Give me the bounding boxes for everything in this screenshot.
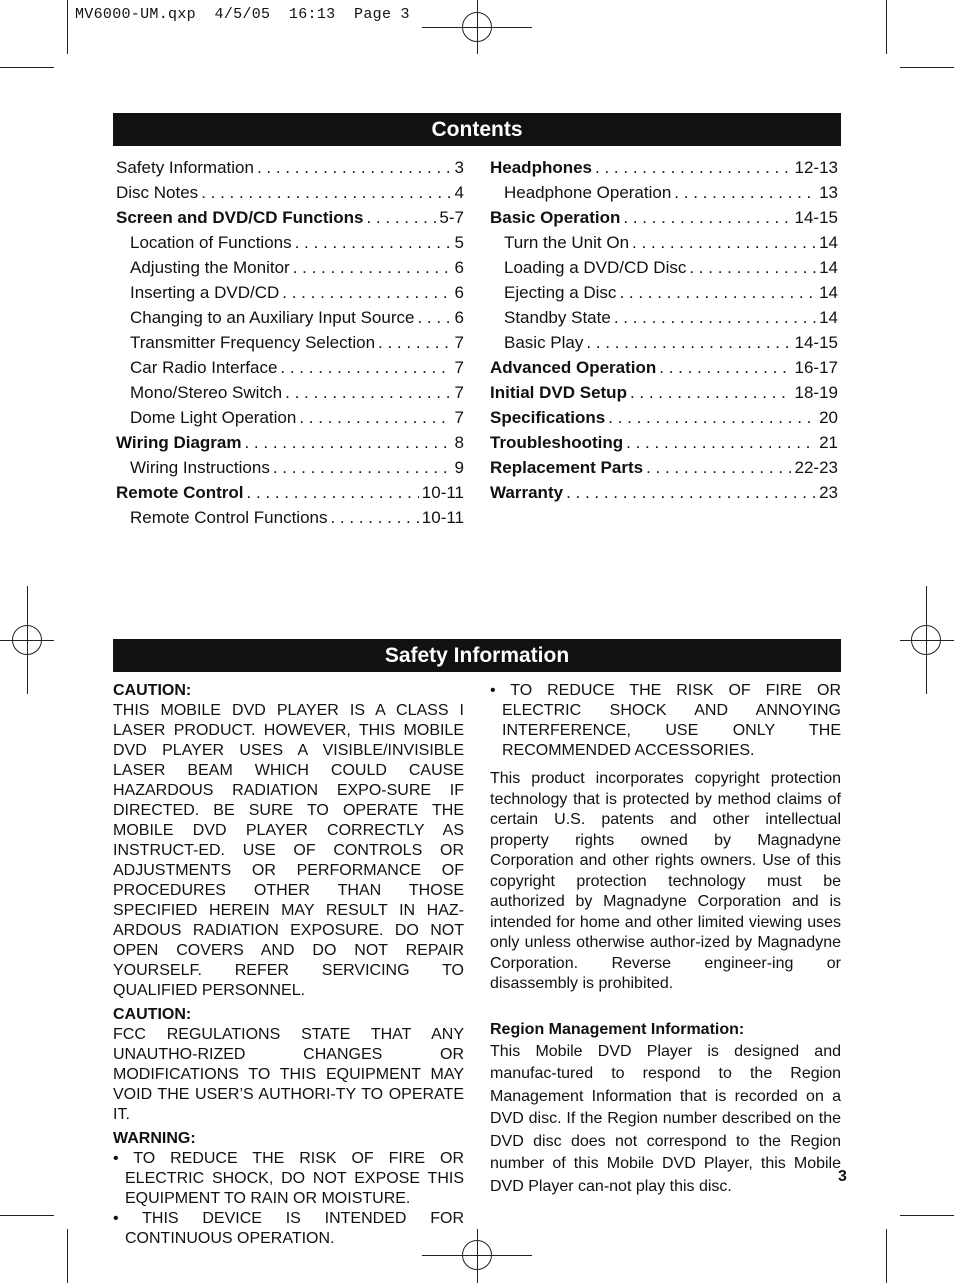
toc-entry-title: Safety Information <box>116 158 254 177</box>
toc-entry-page: 7 <box>454 358 464 377</box>
toc-entry-title: Inserting a DVD/CD <box>130 283 280 302</box>
toc-dot-leader <box>623 205 791 230</box>
toc-entry <box>490 230 838 255</box>
crop-mark <box>886 1229 887 1283</box>
toc-entry-page: 8 <box>454 433 464 452</box>
safety-right-column <box>490 681 841 1199</box>
toc-entry-page: 6 <box>454 308 464 327</box>
toc-dot-leader <box>626 430 816 455</box>
toc-entry-title: Transmitter Frequency Selection <box>130 333 376 352</box>
toc-entry-title: Advanced Operation <box>490 358 657 377</box>
toc-entry-title: Ejecting a Disc <box>504 283 617 302</box>
toc-entry <box>116 455 464 480</box>
safety-left-column <box>113 681 464 1249</box>
toc-entry-title: Initial DVD Setup <box>490 383 627 402</box>
region-heading: Region Management Information: <box>490 1020 745 1038</box>
accessories-bullet: • TO REDUCE THE RISK OF FIRE OR ELECTRIC SHOCK AND ANNOYING INTERFERENCE, USE ONLY THE RECOMMENDED ACCESSORIES. <box>490 682 841 759</box>
toc-entry-title: Wiring Instructions <box>130 458 270 477</box>
copyright-text: This product incorporates copyright protection technology that is protected by method claims of certain U.S. patents and other intellectual property rights owned by Magnadyne Corporation and other rights owners. Use of this copyright protection technology must be authorized by Magnadyne Corporation and is intended for home and other limited viewing uses only unless otherwise author-ized by Magnadyne Corporation. Reverse engineer-ing or disassembly is prohibited. <box>490 770 841 992</box>
toc-entry <box>490 455 838 480</box>
toc-dot-leader <box>295 230 452 255</box>
toc-dot-leader <box>244 430 451 455</box>
toc-entry-page: 6 <box>454 283 464 302</box>
toc-entry-page: 14 <box>819 308 838 327</box>
toc-entry <box>116 480 464 505</box>
toc-entry-title: Turn the Unit On <box>504 233 630 252</box>
crop-mark <box>900 1215 954 1216</box>
toc-entry-page: 5-7 <box>439 208 464 227</box>
toc-entry-page: 14-15 <box>794 208 838 227</box>
toc-entry-title: Basic Operation <box>490 208 621 227</box>
toc-entry-page: 6 <box>454 258 464 277</box>
toc-entry <box>116 230 464 255</box>
toc-entry <box>116 330 464 355</box>
crop-mark <box>886 0 887 54</box>
toc-dot-leader <box>608 405 816 430</box>
toc-dot-leader <box>659 355 791 380</box>
toc-entry-title: Specifications <box>490 408 606 427</box>
warning-bullet: • THIS DEVICE IS INTENDED FOR CONTINUOUS OPERATION. <box>113 1210 464 1247</box>
toc-entry <box>490 205 838 230</box>
toc-entry-title: Headphones <box>490 158 593 177</box>
toc-entry-page: 14-15 <box>794 333 838 352</box>
toc-entry <box>116 205 464 230</box>
warning-heading: WARNING: <box>113 1130 196 1147</box>
registration-circle <box>462 12 492 42</box>
toc-entry-title: Disc Notes <box>116 183 199 202</box>
toc-dot-leader <box>619 280 816 305</box>
toc-dot-leader <box>689 255 816 280</box>
toc-dot-leader <box>247 480 419 505</box>
toc-entry-page: 3 <box>454 158 464 177</box>
toc-dot-leader <box>282 280 451 305</box>
caution-text: THIS MOBILE DVD PLAYER IS A CLASS I LASER PRODUCT. HOWEVER, THIS MOBILE DVD PLAYER USES A VISIBLE/INVISIBLE LASER BEAM WHICH COULD CAUSE HAZARDOUS RADIATION EXPO-SURE IF DIRECTED. BE SURE TO OPERATE THE MOBILE DVD PLAYER CORRECTLY AS INSTRUCT-ED. USE OF CONTROLS OR ADJUSTMENTS OR PERFORMANCE OF PROCEDURES OTHER THAN THOSE SPECIFIED HEREIN MAY RESULT IN HAZ-ARDOUS RADIATION EXPOSURE. DO NOT OPEN COVERS AND DO NOT REPAIR YOURSELF. REFER SERVICING TO QUALIFIED PERSONNEL. <box>113 702 464 999</box>
toc-entry-title: Dome Light Operation <box>130 408 297 427</box>
toc-entry-page: 14 <box>819 233 838 252</box>
toc-entry <box>116 180 464 205</box>
caution-text: FCC REGULATIONS STATE THAT ANY UNAUTHO-RIZED CHANGES OR MODIFICATIONS TO THIS EQUIPMENT MAY VOID THE USER’S AUTHORI-TY TO OPERATE IT. <box>113 1026 464 1123</box>
print-slug: MV6000-UM.qxp 4/5/05 16:13 Page 3 <box>75 6 410 23</box>
toc-entry <box>116 405 464 430</box>
toc-entry <box>116 505 464 530</box>
toc-entry <box>490 280 838 305</box>
toc-dot-leader <box>674 180 816 205</box>
crop-mark <box>0 1215 54 1216</box>
toc-entry-page: 22-23 <box>794 458 838 477</box>
toc-entry-title: Loading a DVD/CD Disc <box>504 258 687 277</box>
toc-entry-page: 7 <box>454 383 464 402</box>
toc-entry-page: 16-17 <box>794 358 838 377</box>
crop-mark <box>67 0 68 54</box>
caution-heading: CAUTION: <box>113 682 192 699</box>
toc-dot-leader <box>632 230 816 255</box>
toc-entry-title: Mono/Stereo Switch <box>130 383 283 402</box>
toc-entry-page: 9 <box>454 458 464 477</box>
toc-left-column <box>116 155 464 530</box>
toc-entry <box>116 155 464 180</box>
toc-entry-page: 21 <box>819 433 838 452</box>
toc-entry <box>490 355 838 380</box>
page-number: 3 <box>838 1168 847 1185</box>
toc-entry-title: Basic Play <box>504 333 584 352</box>
toc-dot-leader <box>614 305 816 330</box>
toc-dot-leader <box>366 205 436 230</box>
registration-circle <box>462 1240 492 1270</box>
toc-entry-title: Warranty <box>490 483 564 502</box>
toc-entry-page: 20 <box>819 408 838 427</box>
toc-entry-page: 13 <box>819 183 838 202</box>
toc-entry <box>490 155 838 180</box>
toc-entry-page: 14 <box>819 258 838 277</box>
toc-entry <box>116 430 464 455</box>
toc-entry-page: 5 <box>454 233 464 252</box>
toc-entry-page: 18-19 <box>794 383 838 402</box>
safety-heading: Safety Information <box>113 639 841 672</box>
region-text: This Mobile DVD Player is designed and manufac-tured to respond to the Region Management Information that is recorded on a DVD disc. If the Region number described on the DVD disc does not correspond to the Region number of this Mobile DVD Player, this Mobile DVD Player can-not play this disc. <box>490 1042 841 1196</box>
toc-dot-leader <box>378 330 452 355</box>
crop-mark <box>900 67 954 68</box>
toc-entry-page: 7 <box>454 333 464 352</box>
caution-heading: CAUTION: <box>113 1006 192 1023</box>
toc-entry-page: 10-11 <box>421 483 464 502</box>
toc-dot-leader <box>201 180 451 205</box>
toc-dot-leader <box>299 405 451 430</box>
toc-entry-title: Standby State <box>504 308 611 327</box>
toc-entry-page: 10-11 <box>421 508 464 527</box>
toc-entry-title: Screen and DVD/CD Functions <box>116 208 364 227</box>
toc-entry-title: Location of Functions <box>130 233 292 252</box>
crop-mark <box>67 1229 68 1283</box>
toc-entry-title: Changing to an Auxiliary Input Source <box>130 308 415 327</box>
toc-dot-leader <box>595 155 791 180</box>
toc-entry <box>490 305 838 330</box>
toc-entry-page: 23 <box>819 483 838 502</box>
toc-entry-title: Headphone Operation <box>504 183 672 202</box>
toc-dot-leader <box>417 305 451 330</box>
toc-entry-title: Remote Control <box>116 483 244 502</box>
toc-entry <box>490 255 838 280</box>
toc-dot-leader <box>285 380 451 405</box>
toc-entry <box>490 180 838 205</box>
toc-dot-leader <box>273 455 452 480</box>
toc-entry <box>490 430 838 455</box>
toc-entry <box>116 380 464 405</box>
toc-entry-page: 14 <box>819 283 838 302</box>
toc-dot-leader <box>280 355 451 380</box>
toc-dot-leader <box>630 380 792 405</box>
toc-entry-page: 7 <box>454 408 464 427</box>
contents-heading: Contents <box>113 113 841 146</box>
toc-entry-title: Remote Control Functions <box>130 508 328 527</box>
toc-dot-leader <box>586 330 791 355</box>
toc-entry-title: Car Radio Interface <box>130 358 278 377</box>
toc-entry <box>116 355 464 380</box>
warning-bullet: • TO REDUCE THE RISK OF FIRE OR ELECTRIC SHOCK, DO NOT EXPOSE THIS EQUIPMENT TO RAIN OR MOISTURE. <box>113 1150 464 1207</box>
toc-entry-page: 4 <box>454 183 464 202</box>
toc-dot-leader <box>646 455 791 480</box>
crop-mark <box>0 67 54 68</box>
toc-dot-leader <box>293 255 452 280</box>
toc-entry-title: Wiring Diagram <box>116 433 242 452</box>
toc-entry <box>116 255 464 280</box>
toc-entry <box>116 305 464 330</box>
toc-entry-page: 12-13 <box>794 158 838 177</box>
toc-dot-leader <box>257 155 452 180</box>
toc-entry-title: Troubleshooting <box>490 433 624 452</box>
toc-entry <box>116 280 464 305</box>
toc-entry <box>490 330 838 355</box>
toc-entry <box>490 380 838 405</box>
toc-dot-leader <box>566 480 816 505</box>
toc-entry-title: Replacement Parts <box>490 458 644 477</box>
toc-entry <box>490 405 838 430</box>
registration-circle <box>12 625 42 655</box>
registration-circle <box>911 625 941 655</box>
toc-entry <box>490 480 838 505</box>
toc-entry-title: Adjusting the Monitor <box>130 258 290 277</box>
toc-dot-leader <box>330 505 418 530</box>
toc-right-column <box>490 155 838 505</box>
